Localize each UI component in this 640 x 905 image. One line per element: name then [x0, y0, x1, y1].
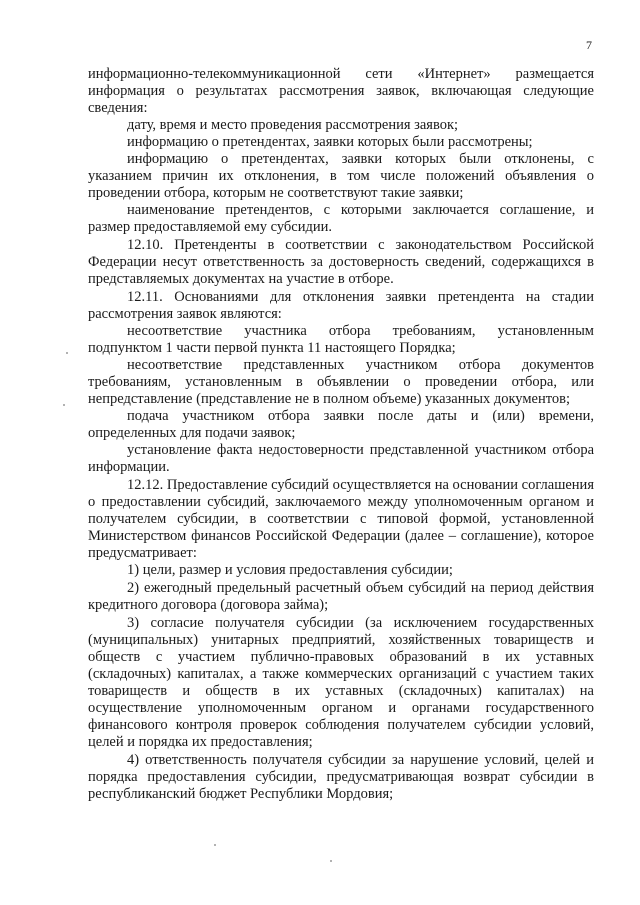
paragraph-intro-continuation: информационно-телекоммуникационной сети «Интернет» размещается информация о результатах рассмотрения заявок, включающая следующие сведения: [88, 66, 594, 116]
rejection-ground-3: подача участником отбора заявки после даты и (или) времени, определенных для подачи заявок; [88, 408, 594, 441]
scan-speck [66, 352, 68, 354]
paragraph-review-date: дату, время и место проведения рассмотрения заявок; [127, 117, 459, 133]
rejection-ground-2: несоответствие представленных участником отбора документов требованиям, установленным в объявлении о проведении отбора, или непредставление (представление не в полном объеме) указанных документов; [88, 357, 594, 407]
scan-speck [214, 844, 216, 846]
paragraph-reviewed-applicants: информацию о претендентах, заявки которых были рассмотрены; [127, 134, 533, 150]
paragraph-rejected-applicants: информацию о претендентах, заявки которых были отклонены, с указанием причин их отклонения, в том числе положений объявления о проведении отбора, которым не соответствуют такие заявки; [88, 151, 594, 201]
agreement-item-1: 1) цели, размер и условия предоставления субсидии; [127, 562, 453, 578]
scan-speck [330, 860, 332, 862]
page-number: 7 [586, 38, 592, 52]
paragraph-agreement-applicants: наименование претендентов, с которыми заключается соглашение, и размер предоставляемой ему субсидии. [88, 202, 594, 235]
rejection-ground-4: установление факта недостоверности представленной участником отбора информации. [88, 442, 594, 475]
scan-speck [63, 404, 65, 406]
document-body [88, 66, 594, 803]
agreement-item-3: 3) согласие получателя субсидии (за исключением государственных (муниципальных) унитарных предприятий, хозяйственных товариществ и обществ с участием публично-правовых образований в их уставных (складочных) капиталах, а также коммерческих организаций с участием таких товариществ и обществ в их уставных (складочных) капиталах) на осуществление уполномоченным органом и органами государственного финансового контроля проверок соблюдения получателем субсидии условий, целей и порядка их предоставления; [88, 615, 594, 750]
agreement-item-4: 4) ответственность получателя субсидии за нарушение условий, целей и порядка предоставления субсидии, предусматривающая возврат субсидии в республиканский бюджет Республики Мордовия; [88, 752, 594, 802]
rejection-ground-1: несоответствие участника отбора требованиям, установленным подпунктом 1 части первой пункта 11 настоящего Порядка; [88, 323, 594, 356]
clause-12-11: 12.11. Основаниями для отклонения заявки претендента на стадии рассмотрения заявок являются: [88, 289, 594, 322]
clause-12-10: 12.10. Претенденты в соответствии с законодательством Российской Федерации несут ответственность за достоверность сведений, содержащихся в представляемых документах на участие в отборе. [88, 237, 594, 287]
clause-12-12: 12.12. Предоставление субсидий осуществляется на основании соглашения о предоставлении субсидий, заключаемого между уполномоченным органом и получателем субсидии, в соответствии с типовой формой, установленной Министерством финансов Российской Федерации (далее – соглашение), которое предусматривает: [88, 477, 594, 561]
agreement-item-2: 2) ежегодный предельный расчетный объем субсидий на период действия кредитного договора (договора займа); [88, 580, 594, 613]
